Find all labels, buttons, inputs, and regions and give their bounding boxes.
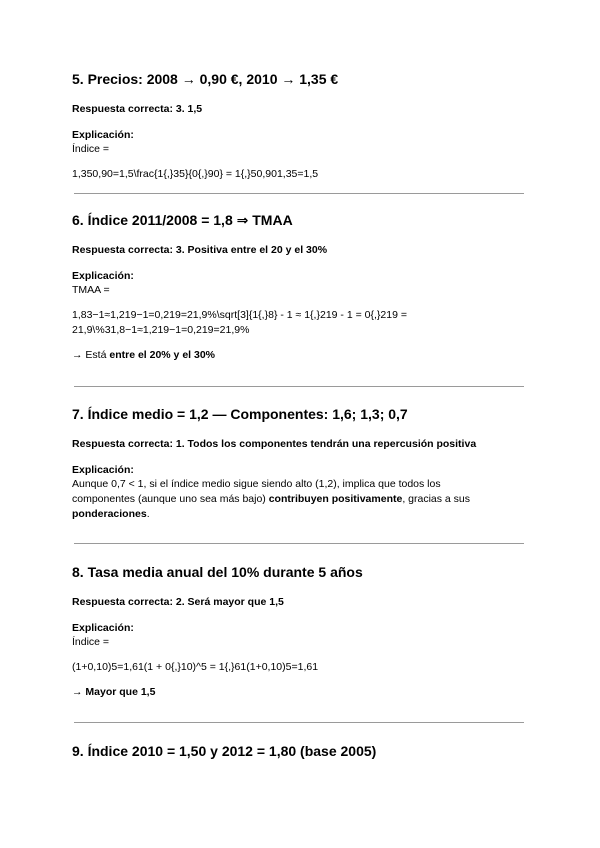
- explanation-label: Explicación:: [72, 464, 134, 476]
- section-9: [72, 742, 524, 760]
- correct-answer: Respuesta correcta: 2. Será mayor que 1,5: [72, 596, 284, 608]
- correct-answer: Respuesta correcta: 1. Todos los componentes tendrán una repercusión positiva: [72, 438, 477, 450]
- text-run: .: [146, 508, 150, 520]
- formula-line: 21,9\%31,8−1≈1,219−1=0,219=21,9%: [72, 324, 250, 336]
- correct-answer: Respuesta correcta: 3. 1,5: [72, 103, 203, 115]
- section-divider: [74, 543, 524, 544]
- section-6: [72, 211, 524, 363]
- explanation-line: Aunque 0,7 < 1, si el índice medio sigue siendo alto (1,2), implica que todos los: [72, 478, 441, 490]
- text-bold: ponderaciones: [72, 508, 147, 520]
- explanation-line: [72, 492, 524, 507]
- correct-answer: Respuesta correcta: 3. Positiva entre el 20 y el 30%: [72, 244, 328, 256]
- explanation-line: TMAA =: [72, 284, 110, 296]
- conclusion-bold: → Mayor que 1,5: [72, 686, 156, 698]
- explanation-label: Explicación:: [72, 129, 134, 141]
- section-title: 5. Precios: 2008 → 0,90 €, 2010 → 1,35 €: [72, 71, 339, 87]
- section-7: [72, 405, 524, 522]
- section-divider: [74, 193, 524, 194]
- conclusion-bold: entre el 20% y el 30%: [109, 349, 216, 361]
- section-title: 6. Índice 2011/2008 = 1,8 ⇒ TMAA: [72, 212, 293, 228]
- conclusion-prefix: → Está: [72, 349, 110, 361]
- explanation-line: Índice =: [72, 143, 110, 155]
- formula-line: (1+0,10)5=1,61(1 + 0{,}10)^5 = 1{,}61(1+0,10)5=1,61: [72, 661, 319, 673]
- text-run: componentes (aunque uno sea más bajo): [72, 493, 269, 505]
- conclusion: [72, 685, 524, 700]
- formula-line: 1,350,90=1,5\frac{1{,}35}{0{,}90} = 1{,}50,901,35=1,5: [72, 168, 319, 180]
- section-divider: [74, 722, 524, 723]
- section-divider: [74, 386, 524, 387]
- explanation-label: Explicación:: [72, 622, 134, 634]
- section-8: [72, 563, 524, 700]
- explanation-line: [72, 507, 524, 522]
- conclusion: [72, 348, 524, 363]
- section-title: 9. Índice 2010 = 1,50 y 2012 = 1,80 (base 2005): [72, 743, 377, 759]
- text-run: , gracias a sus: [402, 493, 471, 505]
- formula-line: 1,83−1≈1,219−1=0,219=21,9%\sqrt[3]{1{,}8} - 1 ≈ 1{,}219 - 1 = 0{,}219 =: [72, 309, 407, 321]
- section-5: [72, 70, 524, 182]
- text-bold: contribuyen positivamente: [268, 493, 403, 505]
- explanation-line: Índice =: [72, 636, 110, 648]
- explanation-label: Explicación:: [72, 270, 134, 282]
- section-title: 8. Tasa media anual del 10% durante 5 años: [72, 564, 363, 580]
- section-title: 7. Índice medio = 1,2 — Componentes: 1,6; 1,3; 0,7: [72, 406, 408, 422]
